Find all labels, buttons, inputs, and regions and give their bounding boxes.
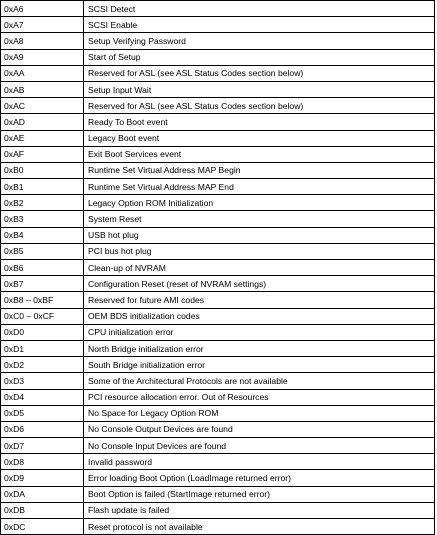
- table-row: [1, 502, 435, 518]
- status-code-cell: 0xDA: [1, 486, 84, 502]
- table-row: [1, 292, 435, 308]
- table-row: [1, 211, 435, 227]
- table-row: [1, 179, 435, 195]
- status-description-cell: Clean-up of NVRAM: [84, 260, 435, 276]
- status-code-cell: 0xAF: [1, 146, 84, 162]
- table-row: [1, 49, 435, 65]
- status-description-cell: Reserved for ASL (see ASL Status Codes section below): [84, 65, 435, 81]
- status-code-cell: 0xD6: [1, 421, 84, 437]
- status-code-cell: 0xD4: [1, 389, 84, 405]
- status-description-cell: Runtime Set Virtual Address MAP End: [84, 179, 435, 195]
- status-code-cell: 0xD8: [1, 454, 84, 470]
- status-description-cell: Ready To Boot event: [84, 114, 435, 130]
- status-description-cell: No Space for Legacy Option ROM: [84, 405, 435, 421]
- status-code-cell: 0xA8: [1, 33, 84, 49]
- status-code-cell: 0xB6: [1, 260, 84, 276]
- status-code-cell: 0xA7: [1, 17, 84, 33]
- table-row: [1, 114, 435, 130]
- status-description-cell: Setup Verifying Password: [84, 33, 435, 49]
- table-row: [1, 130, 435, 146]
- table-row: [1, 1, 435, 17]
- status-description-cell: No Console Input Devices are found: [84, 438, 435, 454]
- status-description-cell: Runtime Set Virtual Address MAP Begin: [84, 162, 435, 178]
- status-code-cell: 0xB3: [1, 211, 84, 227]
- table-row: [1, 98, 435, 114]
- status-description-cell: Setup Input Wait: [84, 81, 435, 97]
- status-description-cell: Configuration Reset (reset of NVRAM settings): [84, 276, 435, 292]
- table-row: [1, 227, 435, 243]
- table-row: [1, 276, 435, 292]
- table-row: [1, 162, 435, 178]
- status-description-cell: PCI resource allocation error. Out of Resources: [84, 389, 435, 405]
- status-description-cell: Reserved for future AMI codes: [84, 292, 435, 308]
- table-row: [1, 195, 435, 211]
- table-row: [1, 260, 435, 276]
- status-code-cell: 0xD7: [1, 438, 84, 454]
- status-code-cell: 0xAD: [1, 114, 84, 130]
- status-description-cell: CPU initialization error: [84, 324, 435, 340]
- table-row: [1, 421, 435, 437]
- status-description-cell: SCSI Enable: [84, 17, 435, 33]
- table-row: [1, 405, 435, 421]
- status-code-cell: 0xD5: [1, 405, 84, 421]
- status-code-cell: 0xD3: [1, 373, 84, 389]
- status-code-cell: 0xD9: [1, 470, 84, 486]
- status-code-cell: 0xD2: [1, 357, 84, 373]
- status-description-cell: Start of Setup: [84, 49, 435, 65]
- table-row: [1, 470, 435, 486]
- table-row: [1, 438, 435, 454]
- status-code-cell: 0xB8 – 0xBF: [1, 292, 84, 308]
- status-description-cell: Error loading Boot Option (LoadImage returned error): [84, 470, 435, 486]
- status-code-cell: 0xDC: [1, 519, 84, 535]
- status-description-cell: Reset protocol is not available: [84, 519, 435, 535]
- status-code-cell: 0xAB: [1, 81, 84, 97]
- status-description-cell: OEM BDS initialization codes: [84, 308, 435, 324]
- table-row: [1, 519, 435, 535]
- status-code-cell: 0xA9: [1, 49, 84, 65]
- status-description-cell: Exit Boot Services event: [84, 146, 435, 162]
- status-code-cell: 0xAC: [1, 98, 84, 114]
- status-description-cell: Legacy Option ROM Initialization: [84, 195, 435, 211]
- table-row: [1, 146, 435, 162]
- status-description-cell: Some of the Architectural Protocols are not available: [84, 373, 435, 389]
- status-code-cell: 0xB1: [1, 179, 84, 195]
- status-code-cell: 0xD1: [1, 340, 84, 356]
- status-description-cell: Reserved for ASL (see ASL Status Codes section below): [84, 98, 435, 114]
- status-code-cell: 0xB0: [1, 162, 84, 178]
- status-description-cell: Invalid password: [84, 454, 435, 470]
- table-row: [1, 308, 435, 324]
- table-row: [1, 243, 435, 259]
- status-code-cell: 0xB2: [1, 195, 84, 211]
- table-row: [1, 81, 435, 97]
- status-description-cell: System Reset: [84, 211, 435, 227]
- status-code-cell: 0xA6: [1, 1, 84, 17]
- table-row: [1, 389, 435, 405]
- status-code-table-body: [1, 1, 435, 535]
- status-description-cell: South Bridge initialization error: [84, 357, 435, 373]
- status-code-cell: 0xD0: [1, 324, 84, 340]
- status-description-cell: SCSI Detect: [84, 1, 435, 17]
- table-row: [1, 65, 435, 81]
- status-description-cell: Flash update is failed: [84, 502, 435, 518]
- status-code-cell: 0xAA: [1, 65, 84, 81]
- status-description-cell: North Bridge initialization error: [84, 340, 435, 356]
- table-row: [1, 373, 435, 389]
- status-description-cell: USB hot plug: [84, 227, 435, 243]
- table-row: [1, 486, 435, 502]
- status-description-cell: Legacy Boot event: [84, 130, 435, 146]
- table-row: [1, 324, 435, 340]
- table-row: [1, 454, 435, 470]
- table-row: [1, 33, 435, 49]
- table-row: [1, 340, 435, 356]
- status-description-cell: Boot Option is failed (StartImage returned error): [84, 486, 435, 502]
- status-description-cell: No Console Output Devices are found: [84, 421, 435, 437]
- table-row: [1, 357, 435, 373]
- status-code-cell: 0xB5: [1, 243, 84, 259]
- status-code-cell: 0xC0 – 0xCF: [1, 308, 84, 324]
- status-code-cell: 0xB7: [1, 276, 84, 292]
- status-code-cell: 0xDB: [1, 502, 84, 518]
- table-row: [1, 17, 435, 33]
- status-code-cell: 0xB4: [1, 227, 84, 243]
- status-description-cell: PCI bus hot plug: [84, 243, 435, 259]
- status-code-cell: 0xAE: [1, 130, 84, 146]
